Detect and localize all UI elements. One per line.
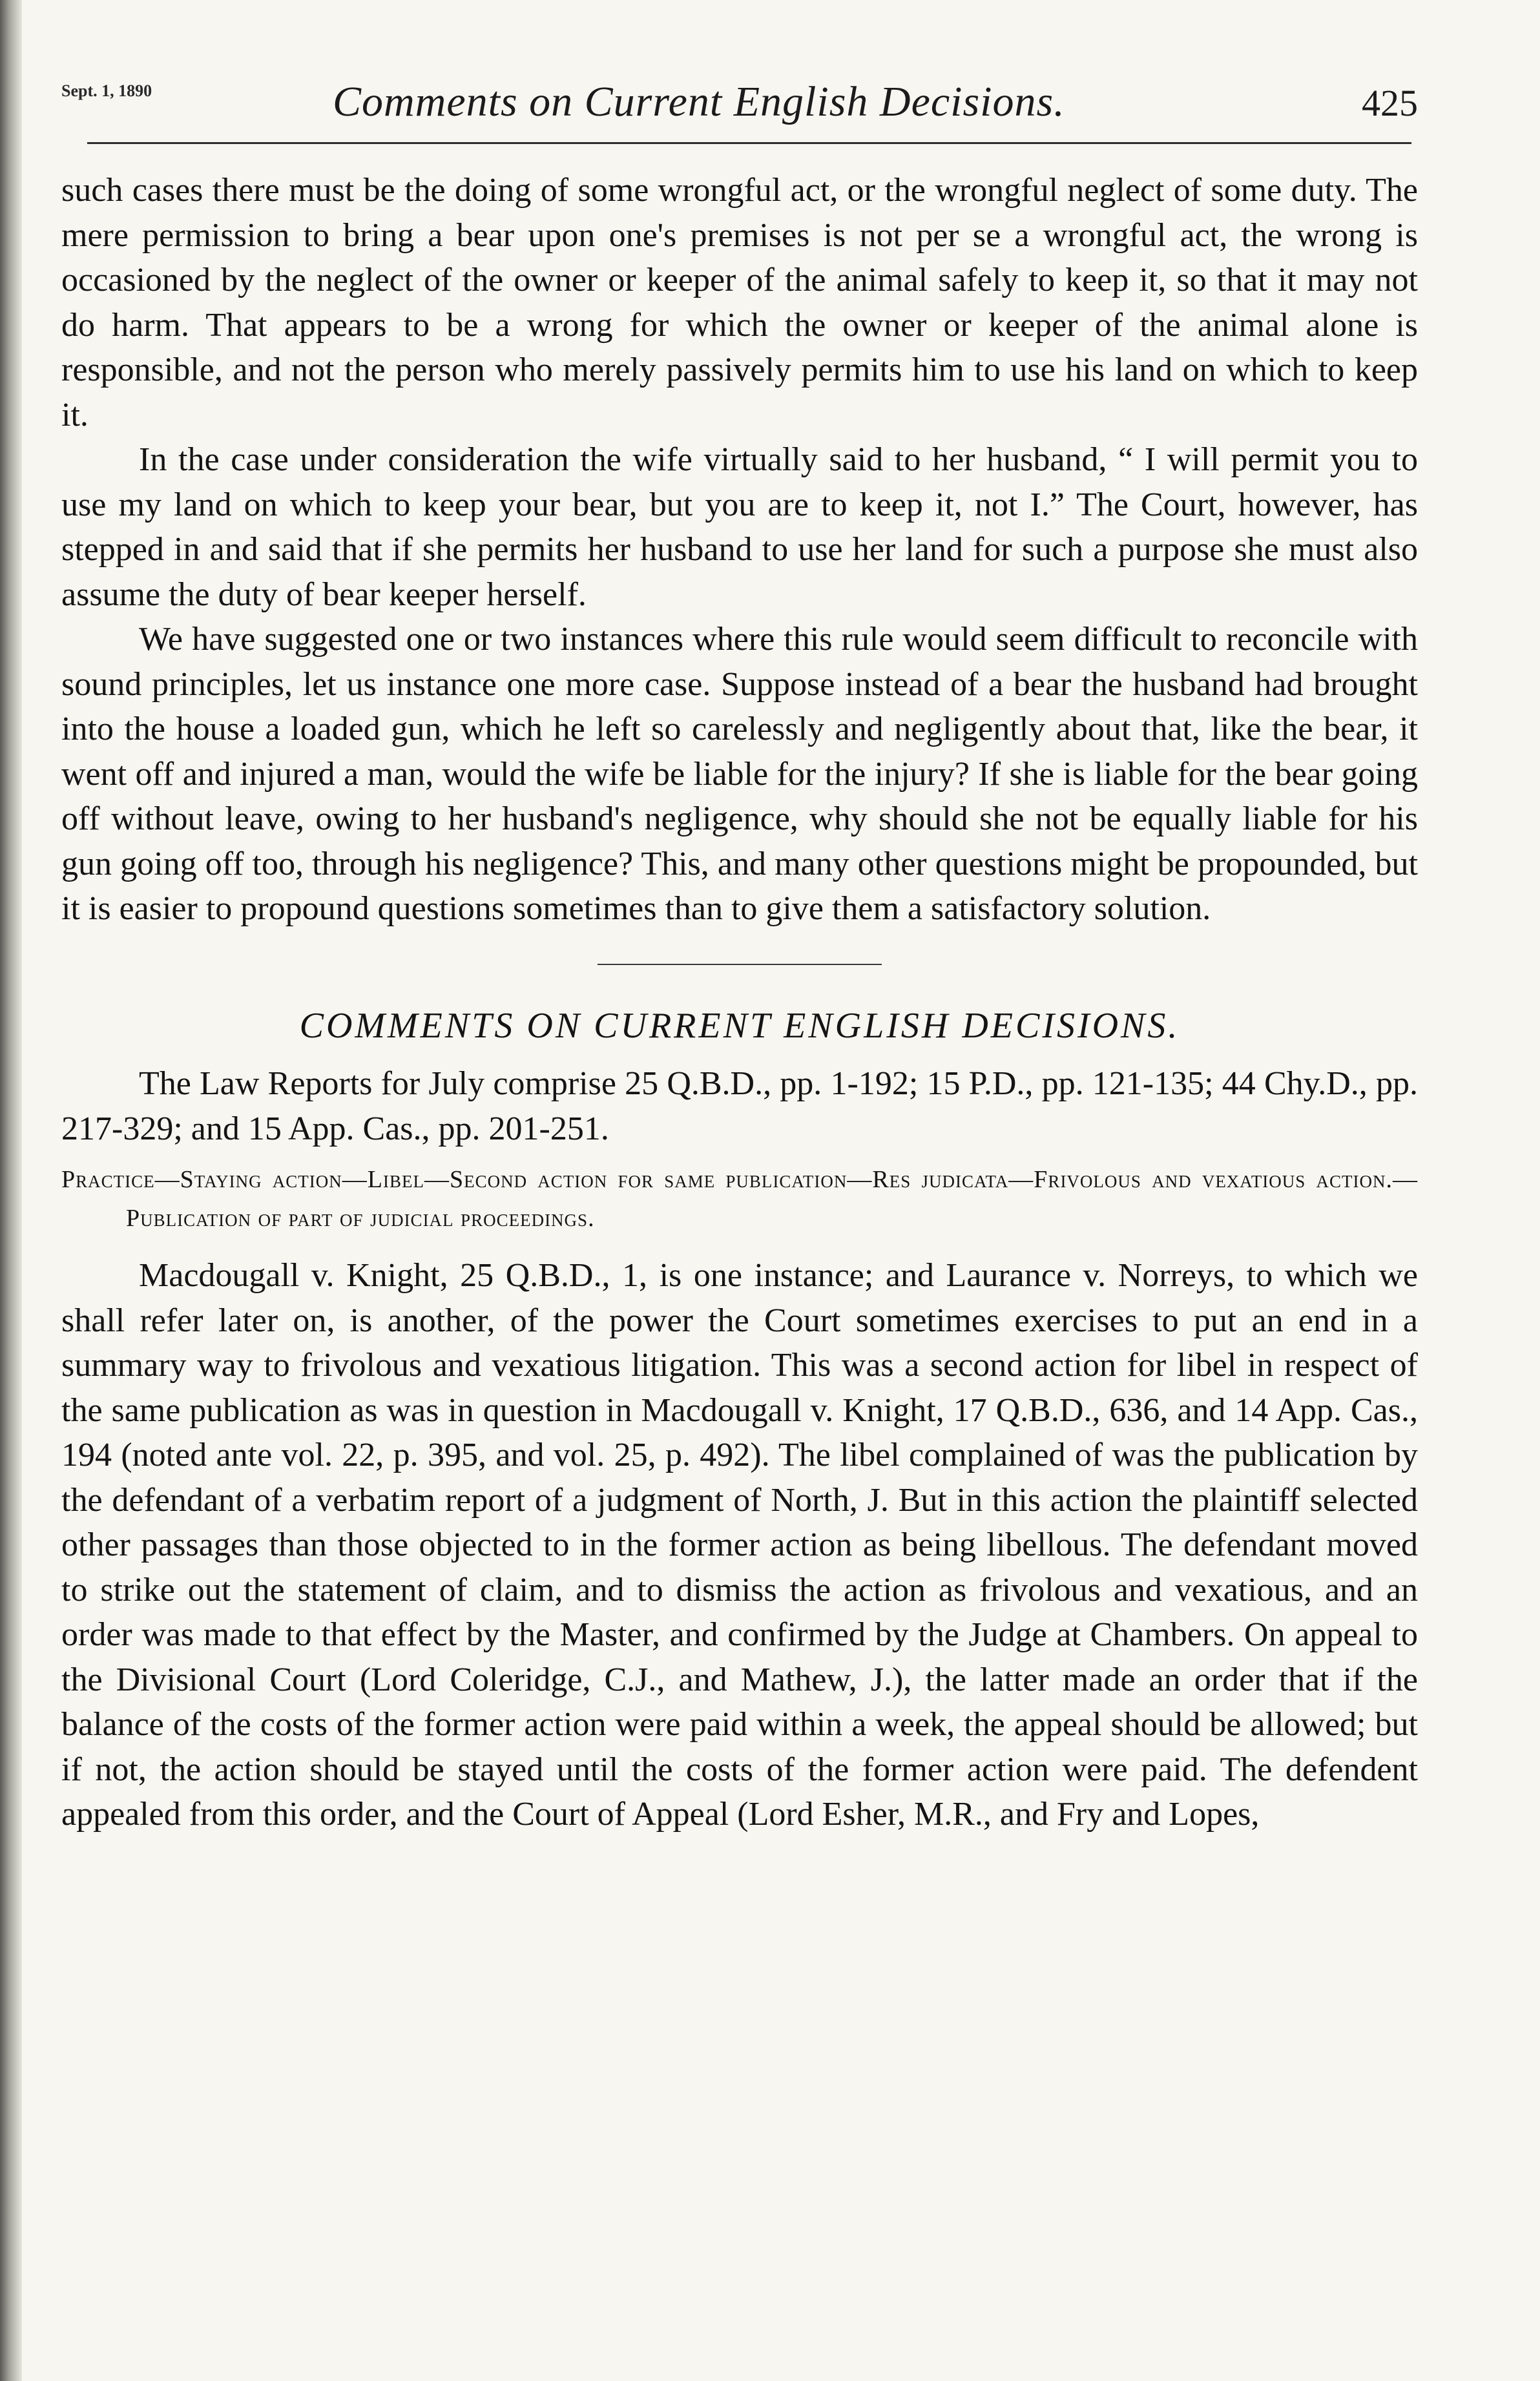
section-divider <box>598 964 882 965</box>
paragraph: We have suggested one or two instances where this rule would seem difficult to reconcile with sound principles, let us instance one more case. Suppose instead of a bear the husband had brought into the house a loaded gun, which he left so carelessly and negligently about that, like the bear, it went off and injured a man, would the wife be liable for the injury? If she is liable for the bear going off without leave, owing to her husband's negligence, why should she not be equally liable for his gun going off too, through his negligence? This, and many other questions might be propounded, but it is easier to propound questions sometimes than to give them a satisfactory solution. <box>61 621 1418 927</box>
paragraph: such cases there must be the doing of some wrongful act, or the wrongful neglect of some duty. The mere permission to bring a bear upon one's premises is not per se a wrongful act, the wrong is occasioned by the neglect of the owner or keeper of the animal safely to keep it, so that it may not do harm. That appears to be a wrong for which the owner or keeper of the animal alone is responsible, and not the person who merely passively permits him to use his land on which to keep it. <box>61 172 1418 433</box>
running-title: Comments on Current English Decisions. <box>333 78 1065 125</box>
header-rule <box>87 142 1411 144</box>
page-number: 425 <box>1362 82 1418 124</box>
paragraph: In the case under consideration the wife virtually said to her husband, “ I will permit you to use my land on which to keep your bear, but you are to keep it, not I.” The Court, however, has stepped in and said that if she permits her husband to use her land for such a purpose she must also assume the duty of bear keeper herself. <box>61 441 1418 613</box>
page <box>61 78 1418 1837</box>
section-title: COMMENTS ON CURRENT ENGLISH DECISIONS. <box>299 1005 1180 1046</box>
running-header <box>61 78 1418 142</box>
article-body <box>61 168 1418 1837</box>
headnote: Practice—Staying action—Libel—Second action for same publication—Res judicata—Frivolous and vexatious action.—Publication of part of judicial proceedings. <box>61 1166 1418 1232</box>
case-paragraph: Macdougall v. Knight, 25 Q.B.D., 1, is one instance; and Laurance v. Norreys, to which we shall refer later on, is another, of the power the Court sometimes exercises to put an end in a summary way to frivolous and vexatious litigation. This was a second action for libel in respect of the same publication as was in question in Macdougall v. Knight, 17 Q.B.D., 636, and 14 App. Cas., 194 (noted ante vol. 22, p. 395, and vol. 25, p. 492). The libel complained of was the publication by the defendant of a verbatim report of a judgment of North, J. But in this action the plaintiff selected other passages than those objected to in the former action as being libellous. The defendant moved to strike out the statement of claim, and to dismiss the action as frivolous and vexatious, and an order was made to that effect by the Master, and confirmed by the Judge at Chambers. On appeal to the Divisional Court (Lord Coleridge, C.J., and Mathew, J.), the latter made an order that if the balance of the costs of the former action were paid within a week, the appeal should be allowed; but if not, the action should be stayed until the costs of the former action were paid. The defendent appealed from this order, and the Court of Appeal (Lord Esher, M.R., and Fry and Lopes, <box>61 1257 1418 1833</box>
header-date: Sept. 1, 1890 <box>61 81 152 100</box>
book-spine-shadow <box>0 0 22 2381</box>
section-intro: The Law Reports for July comprise 25 Q.B.D., pp. 1-192; 15 P.D., pp. 121-135; 44 Chy.D., pp. 217-329; and 15 App. Cas., pp. 201-251. <box>61 1065 1418 1147</box>
